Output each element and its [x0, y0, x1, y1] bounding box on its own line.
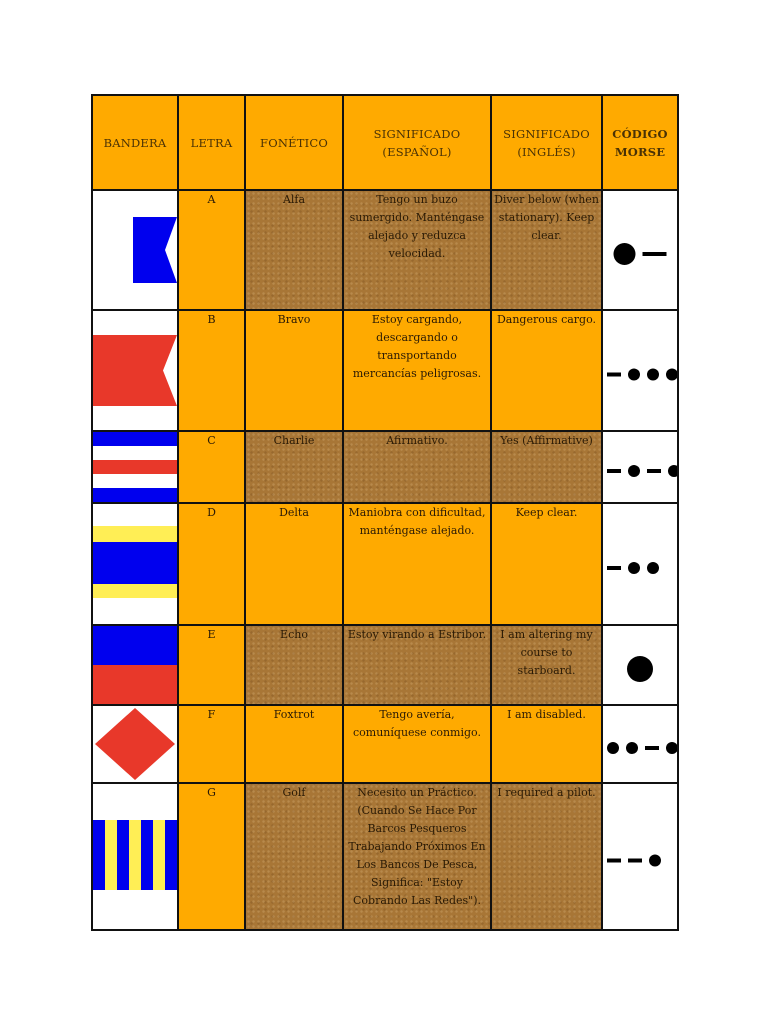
- flag-g-stripe: [153, 820, 166, 890]
- meaning-es-cell: Estoy cargando, descargando o transportando mercancías peligrosas.: [343, 310, 491, 431]
- meaning-en-cell: Dangerous cargo.: [491, 310, 602, 431]
- morse-dot: [614, 243, 636, 265]
- morse-dash: [607, 373, 621, 377]
- flag-c-stripe: [93, 446, 177, 461]
- table-row: [92, 705, 678, 783]
- morse-dash: [643, 252, 667, 256]
- morse-code-icon: [602, 190, 678, 310]
- morse-dash: [647, 469, 661, 473]
- morse-dot: [626, 742, 638, 754]
- flag-g-stripe: [141, 820, 154, 890]
- flag-d-blue-middle: [93, 542, 177, 584]
- table-row: [92, 783, 678, 930]
- morse-code-icon: [602, 503, 678, 625]
- letter-cell: G: [178, 783, 245, 930]
- flag-e-red-half: [93, 665, 177, 704]
- meaning-en-cell: I required a pilot.: [491, 783, 602, 930]
- flag-c-icon: [92, 431, 178, 503]
- header-codigo-morse: CÓDIGO MORSE: [602, 95, 678, 190]
- morse-dot: [607, 742, 619, 754]
- signal-flags-table: [91, 94, 679, 931]
- letter-cell: F: [178, 705, 245, 783]
- morse-dot: [647, 562, 659, 574]
- meaning-en-cell: Diver below (when stationary). Keep clear.: [491, 190, 602, 310]
- morse-dash: [645, 746, 659, 750]
- morse-code-icon: [602, 431, 678, 503]
- phonetic-cell: Delta: [245, 503, 343, 625]
- table-row: [92, 503, 678, 625]
- phonetic-cell: Alfa: [245, 190, 343, 310]
- morse-dot: [628, 369, 640, 381]
- header-significado-en: SIGNIFICADO (INGLÉS): [491, 95, 602, 190]
- flag-a-icon: [92, 190, 178, 310]
- flag-c-stripe: [93, 432, 177, 447]
- table-row: [92, 625, 678, 705]
- table-row: [92, 310, 678, 431]
- flag-d-icon: [92, 503, 178, 625]
- letter-cell: B: [178, 310, 245, 431]
- flag-f-icon: [92, 705, 178, 783]
- meaning-en-cell: I am disabled.: [491, 705, 602, 783]
- morse-dot: [628, 465, 640, 477]
- meaning-es-cell: Estoy virando a Estribor.: [343, 625, 491, 705]
- flag-g-stripe: [129, 820, 142, 890]
- meaning-es-cell: Necesito un Práctico. (Cuando Se Hace Por Barcos Pesqueros Trabajando Próximos En Los Bancos De Pesca, Significa: "Estoy Cobrando Las Redes").: [343, 783, 491, 930]
- morse-dash: [628, 859, 642, 863]
- morse-dot: [666, 742, 677, 754]
- flag-e-blue-half: [93, 626, 177, 665]
- letter-cell: E: [178, 625, 245, 705]
- meaning-es-cell: Afirmativo.: [343, 431, 491, 503]
- flag-c-stripe: [93, 460, 177, 475]
- letter-cell: A: [178, 190, 245, 310]
- morse-dot: [666, 369, 677, 381]
- flag-g-stripe: [165, 820, 177, 890]
- morse-code-icon: [602, 783, 678, 930]
- flag-c-stripe: [93, 474, 177, 489]
- meaning-es-cell: Tengo un buzo sumergido. Manténgase alejado y reduzca velocidad.: [343, 190, 491, 310]
- letter-cell: D: [178, 503, 245, 625]
- morse-code-icon: [602, 625, 678, 705]
- meaning-en-cell: Keep clear.: [491, 503, 602, 625]
- meaning-es-cell: Tengo avería, comuníquese conmigo.: [343, 705, 491, 783]
- header-letra: LETRA: [178, 95, 245, 190]
- flag-e-icon: [92, 625, 178, 705]
- flag-c-stripe: [93, 488, 177, 502]
- morse-dot: [647, 369, 659, 381]
- flag-g-stripe: [93, 820, 106, 890]
- morse-code-icon: [602, 705, 678, 783]
- morse-dot: [628, 562, 640, 574]
- phonetic-cell: Echo: [245, 625, 343, 705]
- flag-g-icon: [92, 783, 178, 930]
- morse-dot: [649, 855, 661, 867]
- phonetic-cell: Foxtrot: [245, 705, 343, 783]
- flag-d-yellow-top: [93, 526, 177, 542]
- meaning-en-cell: Yes (Affirmative): [491, 431, 602, 503]
- flag-g-stripe: [117, 820, 130, 890]
- phonetic-cell: Charlie: [245, 431, 343, 503]
- flag-b-icon: [92, 310, 178, 431]
- morse-dot: [627, 656, 653, 682]
- table-row: [92, 190, 678, 310]
- header-bandera: BANDERA: [92, 95, 178, 190]
- table-row: [92, 431, 678, 503]
- meaning-es-cell: Maniobra con dificultad, manténgase alejado.: [343, 503, 491, 625]
- flag-d-yellow-bottom: [93, 584, 177, 598]
- morse-dash: [607, 469, 621, 473]
- header-fonetico: FONÉTICO: [245, 95, 343, 190]
- morse-dash: [607, 859, 621, 863]
- phonetic-cell: Golf: [245, 783, 343, 930]
- phonetic-cell: Bravo: [245, 310, 343, 431]
- meaning-en-cell: I am altering my course to starboard.: [491, 625, 602, 705]
- morse-dot: [668, 465, 677, 477]
- morse-code-icon: [602, 310, 678, 431]
- morse-dash: [607, 566, 621, 570]
- header-significado-es: SIGNIFICADO (ESPAÑOL): [343, 95, 491, 190]
- letter-cell: C: [178, 431, 245, 503]
- flag-g-stripe: [105, 820, 118, 890]
- header-row: [92, 95, 678, 190]
